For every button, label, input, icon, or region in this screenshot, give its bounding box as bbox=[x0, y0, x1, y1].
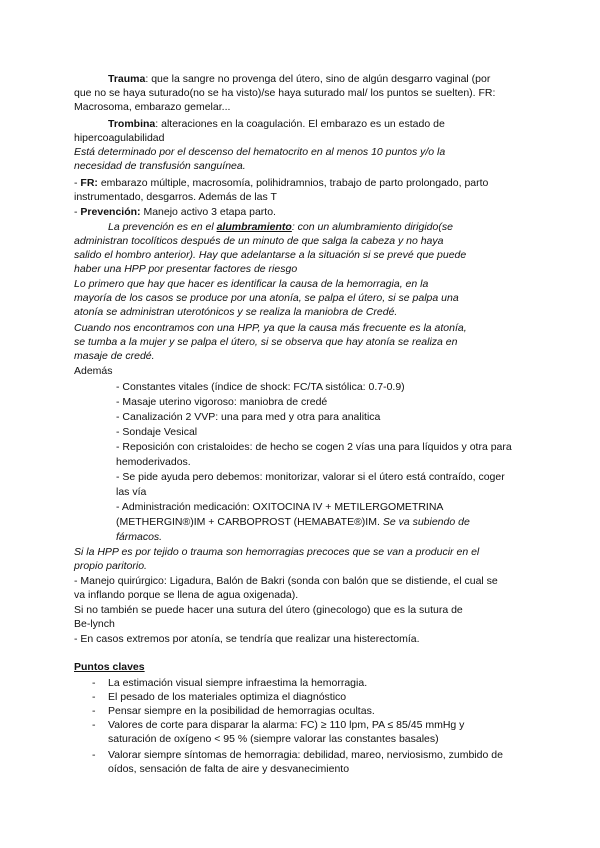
fr-text: embarazo múltiple, macrosomía, polihidramnios, trabajo de parto prolongado, parto bbox=[97, 177, 489, 189]
fr-line-2: instrumentado, desgarros. Además de las T bbox=[74, 191, 277, 203]
tejido-line-1: Si la HPP es por tejido o trauma son hemorragias precoces que se van a producir en el bbox=[74, 546, 480, 558]
medicacion-line-2 bbox=[116, 515, 470, 529]
alumbramiento-post: : con un alumbramiento dirigido(se bbox=[291, 221, 453, 233]
medicacion-text: (METHERGIN®)IM + CARBOPROST (HEMABATE®)IM. bbox=[116, 516, 383, 528]
trauma-line-3: Macrosoma, embarazo gemelar... bbox=[74, 101, 231, 113]
prevencion-prefix: - bbox=[74, 206, 81, 218]
prevencion-text: Manejo activo 3 etapa parto. bbox=[140, 206, 276, 218]
alumbramiento-line-1 bbox=[108, 220, 453, 234]
bullet-dash: - bbox=[92, 691, 96, 703]
medicacion-line-1: - Administración medicación: OXITOCINA IV + METILERGOMETRINA bbox=[116, 501, 444, 513]
quirurgico-line-2: va inflando porque se llena de agua oxigenada). bbox=[74, 589, 299, 601]
reposicion-line-1: - Reposición con cristaloides: de hecho se cogen 2 vías una para líquidos y otra para bbox=[116, 441, 512, 453]
fr-line-1 bbox=[74, 176, 488, 190]
tejido-line-2: propio paritorio. bbox=[74, 560, 147, 572]
ayuda-line-1: - Se pide ayuda pero debemos: monitorizar, valorar si el útero está contraído, coger bbox=[116, 471, 505, 483]
alumbramiento-bold: alumbramiento bbox=[216, 221, 292, 233]
diagnostico-line-1: Está determinado por el descenso del hematocrito en al menos 10 puntos y/o la bbox=[74, 146, 446, 158]
trombina-line-1 bbox=[108, 117, 445, 131]
medicacion-line-3: fármacos. bbox=[116, 531, 163, 543]
atonia-line-1: Cuando nos encontramos con una HPP, ya que la causa más frecuente es la atonía, bbox=[74, 322, 467, 334]
sutura-line-2: Be-lynch bbox=[74, 618, 115, 630]
histerectomia-line: - En casos extremos por atonía, se tendría que realizar una histerectomía. bbox=[74, 633, 420, 645]
prevencion-line bbox=[74, 205, 276, 219]
medicacion-italic: Se va subiendo de bbox=[382, 516, 470, 528]
alumbramiento-line-2: administran tocolíticos después de un minuto de que salga la cabeza y no haya bbox=[74, 235, 444, 247]
ademas-title: Además bbox=[74, 365, 113, 377]
puntos-item-text: saturación de oxígeno < 95 % (siempre valorar las constantes basales) bbox=[108, 733, 439, 745]
causa-line-2: mayoría de los casos se produce por una atonía, se palpa el útero, si se palpa una bbox=[74, 292, 459, 304]
trombina-text: : alteraciones en la coagulación. El embarazo es un estado de bbox=[155, 118, 445, 130]
trombina-line-2: hipercoagulabilidad bbox=[74, 132, 165, 144]
diagnostico-line-2: necesidad de transfusión sanguínea. bbox=[74, 160, 246, 172]
ayuda-line-2: las vía bbox=[116, 486, 147, 498]
puntos-item-text: La estimación visual siempre infraestima la hemorragia. bbox=[108, 677, 368, 689]
quirurgico-line-1: - Manejo quirúrgico: Ligadura, Balón de Bakri (sonda con balón que se distiende, el cual se bbox=[74, 575, 498, 587]
trauma-text: : que la sangre no provenga del útero, sino de algún desgarro vaginal (por bbox=[145, 73, 491, 85]
trauma-line-1 bbox=[108, 72, 490, 86]
fr-prefix: - bbox=[74, 177, 81, 189]
bullet-dash: - bbox=[92, 677, 96, 689]
reposicion-line-2: hemoderivados. bbox=[116, 456, 191, 468]
bullet-dash: - bbox=[92, 719, 96, 731]
puntos-title: Puntos claves bbox=[74, 661, 145, 673]
sutura-line-1: Si no también se puede hacer una sutura del útero (ginecologo) que es la sutura de bbox=[74, 604, 463, 616]
puntos-item-text: oídos, sensación de falta de aire y desvanecimiento bbox=[108, 763, 350, 775]
puntos-item-text: Valorar siempre síntomas de hemorragia: debilidad, mareo, nerviosismo, zumbido de bbox=[108, 749, 503, 761]
alumbramiento-line-3: salido el hombro anterior). Hay que adelantarse a la situación si se prevé que puede bbox=[74, 249, 467, 261]
causa-line-3: atonía se administran uterotónicos y se realiza la maniobra de Credé. bbox=[74, 306, 398, 318]
alumbramiento-line-4: haber una HPP por presentar factores de riesgo bbox=[74, 263, 298, 275]
atonia-line-3: masaje de credé. bbox=[74, 350, 155, 362]
bullet-dash: - bbox=[92, 749, 96, 761]
trauma-line-2: que no se haya suturado(no se ha visto)/se haya suturado mal/ los puntos se suelten). FR: bbox=[74, 87, 496, 99]
ademas-item: - Masaje uterino vigoroso: maniobra de credé bbox=[116, 396, 328, 408]
alumbramiento-pre: La prevención es en el bbox=[108, 221, 217, 233]
causa-line-1: Lo primero que hay que hacer es identificar la causa de la hemorragia, en la bbox=[74, 278, 429, 290]
puntos-item-text: Valores de corte para disparar la alarma: FC) ≥ 110 lpm, PA ≤ 85/45 mmHg y bbox=[108, 719, 465, 731]
ademas-item: - Canalización 2 VVP: una para med y otra para analitica bbox=[116, 411, 381, 423]
ademas-item: - Constantes vitales (índice de shock: FC/TA sistólica: 0.7-0.9) bbox=[116, 381, 405, 393]
bullet-dash: - bbox=[92, 705, 96, 717]
puntos-item-text: El pesado de los materiales optimiza el diagnóstico bbox=[108, 691, 347, 703]
ademas-item: - Sondaje Vesical bbox=[116, 426, 198, 438]
fr-label: FR: bbox=[80, 177, 98, 189]
prevencion-label: Prevención: bbox=[80, 206, 141, 218]
atonia-line-2: se tumba a la mujer y se palpa el útero, si se observa que hay atonía se realiza en bbox=[74, 336, 458, 348]
trombina-label: Trombina bbox=[108, 118, 156, 130]
trauma-label: Trauma bbox=[108, 73, 146, 85]
puntos-item-text: Pensar siempre en la posibilidad de hemorragias ocultas. bbox=[108, 705, 375, 717]
